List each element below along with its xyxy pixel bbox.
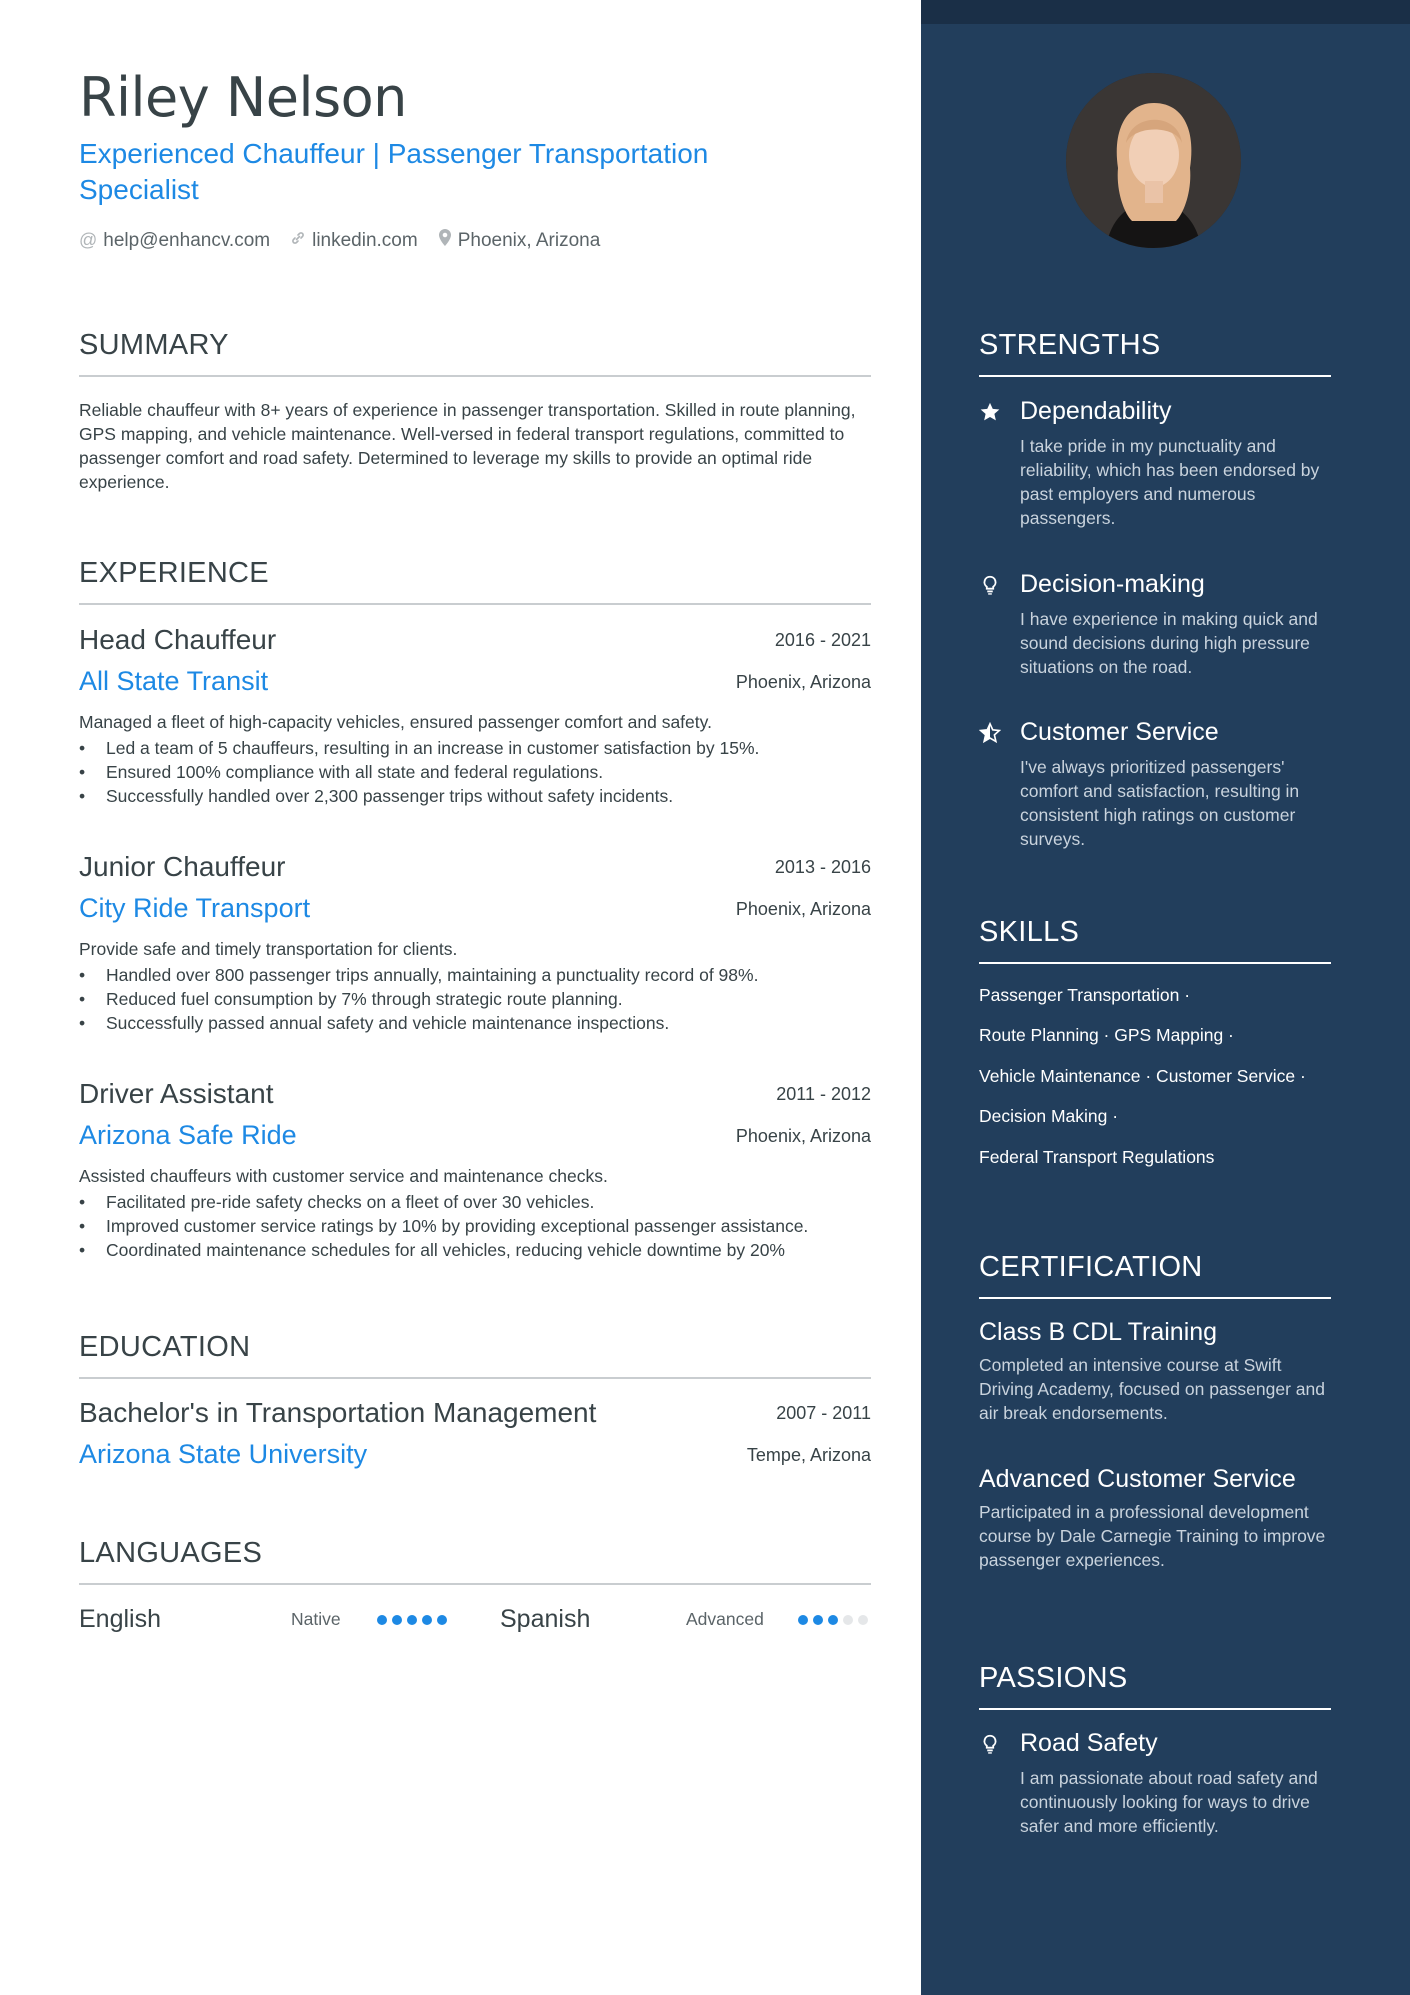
contact-location — [438, 229, 601, 252]
strength-title: Dependability — [1020, 397, 1172, 425]
rating-dot-filled — [377, 1615, 387, 1625]
language-level: Native — [291, 1609, 341, 1629]
skill-line: Route Planning · GPS Mapping · — [979, 1025, 1234, 1045]
job-description: Provide safe and timely transportation for clients. — [79, 939, 458, 959]
rating-dot-filled — [422, 1615, 432, 1625]
star-icon — [979, 401, 1001, 423]
education-divider — [79, 1377, 871, 1379]
star-half-icon — [979, 722, 1001, 744]
rating-dot-filled — [813, 1615, 823, 1625]
job-bullet: • Reduced fuel consumption by 7% through strategic route planning. — [79, 987, 871, 1011]
location-pin-icon — [438, 229, 452, 252]
lightbulb-icon — [979, 574, 1001, 596]
job-bullet: • Successfully handled over 2,300 passenger trips without safety incidents. — [79, 784, 871, 808]
language-name: Spanish — [500, 1605, 591, 1633]
strength-description: I take pride in my punctuality and reliability, which has been endorsed by past employers and numerous passengers. — [1020, 436, 1320, 528]
contact-linkedin[interactable] — [290, 229, 418, 252]
certification-description: Completed an intensive course at Swift Driving Academy, focused on passenger and air break endorsements. — [979, 1355, 1325, 1423]
rating-dot-empty — [843, 1615, 853, 1625]
rating-dot-filled — [798, 1615, 808, 1625]
sidebar-top-band — [921, 0, 1410, 24]
job-location: Phoenix, Arizona — [735, 672, 871, 692]
certification-name: Advanced Customer Service — [979, 1465, 1296, 1493]
certification-divider — [979, 1297, 1331, 1299]
strengths-divider — [979, 375, 1331, 377]
contact-info — [79, 229, 600, 252]
passions-divider — [979, 1708, 1331, 1710]
certification-title: CERTIFICATION — [979, 1251, 1203, 1283]
job-bullets — [79, 1190, 871, 1262]
job-dates: 2016 - 2021 — [774, 630, 871, 650]
education-location: Tempe, Arizona — [746, 1445, 871, 1465]
skill-line: Decision Making · — [979, 1106, 1119, 1126]
certification-item — [979, 1318, 1331, 1425]
job-description: Assisted chauffeurs with customer service and maintenance checks. — [79, 1166, 608, 1186]
linkedin-text: linkedin.com — [312, 229, 418, 251]
skill-line: Passenger Transportation · — [979, 985, 1191, 1005]
job-bullet: • Coordinated maintenance schedules for all vehicles, reducing vehicle downtime by 20% — [79, 1238, 871, 1262]
passions-title: PASSIONS — [979, 1662, 1128, 1694]
at-sign-icon: @ — [79, 230, 98, 250]
strength-title: Decision-making — [1020, 570, 1205, 598]
skills-title: SKILLS — [979, 916, 1080, 948]
passion-description: I am passionate about road safety and continuously looking for ways to drive safer and more efficiently. — [1020, 1768, 1318, 1836]
passion-title: Road Safety — [1020, 1729, 1158, 1757]
degree-title: Bachelor's in Transportation Management — [79, 1397, 597, 1428]
job-title: Head Chauffeur — [79, 624, 277, 655]
strength-description: I have experience in making quick and sound decisions during high pressure situations on the road. — [1020, 609, 1318, 677]
languages-divider — [79, 1583, 871, 1585]
job-location: Phoenix, Arizona — [735, 899, 871, 919]
language-level: Advanced — [686, 1609, 764, 1629]
job-bullet: • Handled over 800 passenger trips annually, maintaining a punctuality record of 98%. — [79, 963, 871, 987]
summary-divider — [79, 375, 871, 377]
job-title: Junior Chauffeur — [79, 851, 286, 882]
rating-dot-filled — [392, 1615, 402, 1625]
lightbulb-icon — [979, 1733, 1001, 1755]
language-name: English — [79, 1605, 161, 1633]
strengths-title: STRENGTHS — [979, 329, 1161, 361]
job-bullets — [79, 736, 871, 808]
skill-line: Vehicle Maintenance · Customer Service · — [979, 1066, 1306, 1086]
job-bullet: • Ensured 100% compliance with all state and federal regulations. — [79, 760, 871, 784]
certification-name: Class B CDL Training — [979, 1318, 1218, 1346]
job-company: City Ride Transport — [79, 893, 311, 923]
link-icon — [290, 230, 306, 251]
language-rating — [798, 1615, 868, 1625]
email-text: help@enhancv.com — [103, 229, 271, 251]
job-title: Driver Assistant — [79, 1078, 274, 1109]
skills-divider — [979, 962, 1331, 964]
candidate-name: Riley Nelson — [79, 66, 407, 129]
job-bullet: • Successfully passed annual safety and vehicle maintenance inspections. — [79, 1011, 871, 1035]
experience-divider — [79, 603, 871, 605]
language-rating — [377, 1615, 447, 1625]
rating-dot-empty — [858, 1615, 868, 1625]
certification-item — [979, 1465, 1331, 1572]
job-company: All State Transit — [79, 666, 269, 696]
job-bullets — [79, 963, 871, 1035]
strength-title: Customer Service — [1020, 718, 1219, 746]
rating-dot-filled — [828, 1615, 838, 1625]
job-company: Arizona Safe Ride — [79, 1120, 297, 1150]
job-bullet: • Facilitated pre-ride safety checks on a fleet of over 30 vehicles. — [79, 1190, 871, 1214]
job-description: Managed a fleet of high-capacity vehicles, ensured passenger comfort and safety. — [79, 712, 712, 732]
job-location: Phoenix, Arizona — [735, 1126, 871, 1146]
experience-title: EXPERIENCE — [79, 557, 269, 589]
languages-title: LANGUAGES — [79, 1537, 263, 1569]
school-name: Arizona State University — [79, 1439, 368, 1469]
education-title: EDUCATION — [79, 1331, 251, 1363]
summary-title: SUMMARY — [79, 329, 229, 361]
skill-line: Federal Transport Regulations — [979, 1147, 1215, 1167]
languages-list — [79, 1605, 871, 1635]
candidate-headline: Experienced Chauffeur | Passenger Transportation Specialist — [79, 138, 709, 205]
profile-photo — [1066, 73, 1241, 248]
job-dates: 2013 - 2016 — [774, 857, 871, 877]
education-dates: 2007 - 2011 — [776, 1403, 871, 1423]
location-text: Phoenix, Arizona — [457, 229, 601, 251]
strength-description: I've always prioritized passengers' comfort and satisfaction, resulting in consistent high ratings on customer surveys. — [1020, 757, 1300, 849]
rating-dot-filled — [437, 1615, 447, 1625]
rating-dot-filled — [407, 1615, 417, 1625]
contact-email[interactable] — [79, 229, 270, 252]
job-bullet: • Improved customer service ratings by 10% by providing exceptional passenger assistance. — [79, 1214, 871, 1238]
sidebar — [921, 0, 1410, 1995]
job-dates: 2011 - 2012 — [776, 1084, 871, 1104]
certification-description: Participated in a professional development course by Dale Carnegie Training to improve passenger experiences. — [979, 1502, 1326, 1570]
summary-text: Reliable chauffeur with 8+ years of experience in passenger transportation. Skilled in route planning, GPS mapping, and vehicle maintenance. Well-versed in federal transport regulations, committed to passenger comfort and road safety. Determined to leverage my skills to provide an optimal ride experience. — [79, 400, 856, 492]
job-bullet: • Led a team of 5 chauffeurs, resulting in an increase in customer satisfaction by 15%. — [79, 736, 871, 760]
